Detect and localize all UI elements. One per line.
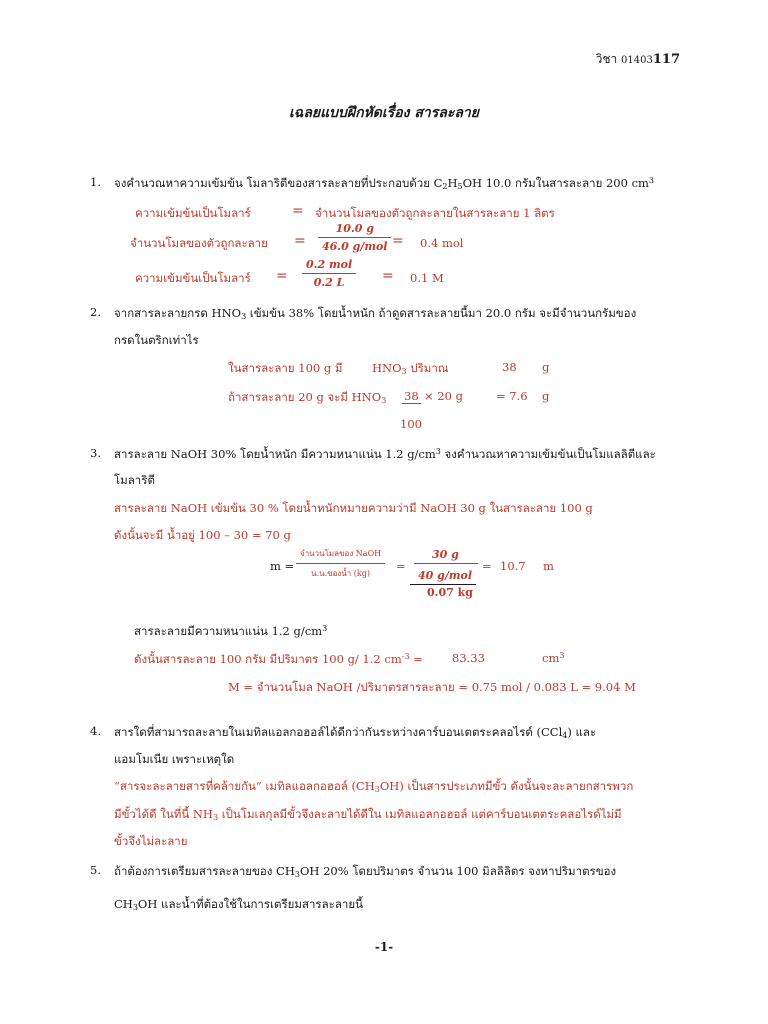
q2-row1-amount: 38 [502,360,517,374]
q1-line2-eq: = [294,233,306,249]
q3-text-a: สารละลาย NaOH 30% โดยน้ำหนัก มีความหนาแน่น 1.2 g/cm [114,447,436,461]
q3-row1: สารละลาย NaOH เข้มข้น 30 % โดยน้ำหนักหมายความว่ามี NaOH 30 g ในสารละลาย 100 g [114,501,593,515]
q1-line1-eq: = [292,203,304,219]
q3-volume-eq: = [409,652,423,666]
q5-line2-sub: 3 [132,903,138,912]
q1-line3-value: 0.1 M [410,271,444,285]
q5-text-b: OH 20% โดยปริมาตร จำนวน 100 มิลลิลิตร จงหาปริมาตรของ [299,864,617,878]
q1-sup: 3 [648,176,655,185]
q5-sub: 3 [294,870,300,879]
question-2-text-line2: กรดในตริกเท่าไร [114,333,199,347]
q2-text-a: จากสารละลายกรด HNO [114,306,242,320]
q2-row1-c: ปริมาณ [406,361,449,375]
q1-sub-1: 2 [442,182,448,191]
q1-line2-value: 0.4 mol [420,236,464,250]
q3-volume-unit [542,651,564,665]
q2-sub: 3 [241,312,247,321]
q3-volume-text: ดังนั้นสารละลาย 100 กรัม มีปริมาตร 100 g/ 1.2 cm [134,652,402,666]
course-code-big: 117 [652,52,680,67]
q4-text-a: สารใดที่สามารถละลายในเมทิลแอลกอฮอล์ได้ดีกว่ากันระหว่างคาร์บอนเตตระคลอไรด์ (CCl [114,725,563,739]
q3-density-line [134,623,327,641]
question-3-text [114,446,656,464]
q3-volume-unit-text: cm [542,651,560,665]
q3-m-bar1 [414,563,478,564]
q4-answer-line1-a: “สารจะละลายสารที่คล้ายกัน” เมทิลแอลกอฮอล์ (CH [114,779,375,793]
q1-line3-eq: = [276,268,288,284]
q3-m-numerator: จำนวนโมลของ NaOH [296,547,385,564]
question-1-number: 1. [90,175,101,189]
q3-text-b: จงคำนวณหาความเข้มข้นเป็นโมแลลิตีและ [440,447,656,461]
q3-m-num2: 30 g [432,548,459,561]
q1-line3-fraction [302,258,356,289]
q2-row2-result: = 7.6 [496,389,528,403]
q4-text-b: ) และ [567,725,597,739]
q5-line2-a: CH [114,897,133,911]
question-3-number: 3. [90,446,101,460]
q3-volume-unit-sup: 3 [559,651,565,660]
question-4-text-line2: แอมโมเนีย เพราะเหตุใด [114,752,235,766]
question-4-number: 4. [90,724,101,738]
q4-answer-line1-sub: 3 [374,785,380,794]
q4-answer-line3: ขั้วจึงไม่ละลาย [114,834,188,848]
q1-line3-numerator: 0.2 mol [302,258,356,274]
question-1-text [114,175,654,193]
q1-line2-fraction [318,222,391,253]
q1-line1-right: จำนวนโมลของตัวถูกละลายในสารละลาย 1 ลิตร [315,206,555,220]
q2-row2-unit: g [542,389,550,403]
question-3-text-line2: โมลาริตี [114,473,155,487]
course-code-small: 01403 [621,55,653,66]
document-title: เฉลยแบบฝึกหัดเรื่อง สารละลาย [289,105,479,121]
q1-line2-left: จำนวนโมลของตัวถูกละลาย [130,236,268,250]
subject-label: วิชา [595,52,622,66]
q2-row2-text: ถ้าสารละลาย 20 g จะมี HNO [228,390,382,404]
question-4-text [114,724,596,742]
q3-m-lhs: m = [270,559,295,573]
q3-m-unit: m [543,559,554,573]
course-header [596,50,680,69]
q4-answer-line1 [114,778,633,796]
q4-sub: 4 [562,731,568,740]
q1-line3-eq2: = [382,268,394,284]
q1-text-b: H [447,176,458,190]
q3-m-eq2: = [482,559,492,573]
q1-line3-left: ความเข้มข้นเป็นโมลาร์ [135,271,251,285]
question-2-text [114,305,636,323]
q1-text-a: จงคำนวณหาความเข้มข้น โมลาริตีของสารละลายที่ประกอบด้วย C [114,176,443,190]
q1-line3-denominator: 0.2 L [313,276,345,289]
q3-m-value: 10.7 [500,559,526,573]
q2-row2-a [228,389,386,407]
question-5-text-line2 [114,896,363,914]
question-2-number: 2. [90,305,101,319]
q2-row1-hno: HNO [372,361,402,375]
q4-answer-line1-b: OH) เป็นสารประเภทมีขั้ว ดังนั้นจะละลายกสารพวก [379,779,634,793]
q3-row2: ดังนั้นจะมี น้ำอยู่ 100 – 30 = 70 g [114,528,291,542]
q3-molarity-line: M = จำนวนโมล NaOH /ปริมาตรสารละลาย = 0.75 mol / 0.083 L = 9.04 M [228,680,636,694]
q4-answer-line2-sub: 3 [212,813,219,822]
q3-volume-value: 83.33 [452,651,485,665]
q4-answer-line2 [114,806,622,824]
q3-sup: 3 [435,447,441,456]
q3-m-mid: 40 g/mol [418,569,473,582]
q3-m-denominator: น.น.ของน้ำ (kg) [311,569,371,578]
q2-row2-times: × 20 g [424,389,463,403]
q2-row2-denominator: 100 [400,417,422,431]
question-5-text [114,863,616,881]
q4-answer-line2-b: เป็นโมเลกุลมีขั้วจึงละลายได้ดีใน เมทิลแอลกอฮอล์ แต่คาร์บอนเตตระคลอไรด์ไม่มี [218,807,622,821]
q3-density-sup: 3 [322,624,328,633]
q1-line2-numerator: 10.0 g [318,222,391,238]
q3-m-fraction [296,547,385,580]
q3-volume-line [134,651,423,669]
q2-row1-a: ในสารละลาย 100 g มี [228,361,343,375]
q2-row2-sub: 3 [381,396,387,405]
question-5-number: 5. [90,863,101,877]
q1-line2-eq2: = [392,233,404,249]
q3-m-bar2 [410,584,476,585]
q1-sub-2: 5 [457,182,463,191]
q2-row1-b [372,360,448,378]
q1-line2-denominator: 46.0 g/mol [322,240,388,253]
q2-row2-numerator: 38 [404,389,419,403]
q3-m-den2: 0.07 kg [427,586,473,599]
q5-line2-b: OH และน้ำที่ต้องใช้ในการเตรียมสารละลายนี้ [137,897,363,911]
q1-text-c: OH 10.0 กรัมในสารละลาย 200 cm [462,176,649,190]
q3-volume-sup: -3 [401,652,410,661]
page-number: -1- [374,940,394,954]
q4-answer-line2-a: มีขั้วได้ดี ในที่นี้ NH [114,807,213,821]
q2-row1-unit: g [542,360,550,374]
q3-density-text: สารละลายมีความหนาแน่น 1.2 g/cm [134,624,323,638]
q5-text-a: ถ้าต้องการเตรียมสารละลายของ CH [114,864,295,878]
q2-text-b: เข้มข้น 38% โดยน้ำหนัก ถ้าดูดสารละลายนี้มา 20.0 กรัม จะมีจำนวนกรัมของ [246,306,637,320]
q3-m-eq: = [396,559,406,573]
q1-line1-left: ความเข้มข้นเป็นโมลาร์ [135,206,251,220]
q2-row1-sub: 3 [401,367,407,376]
